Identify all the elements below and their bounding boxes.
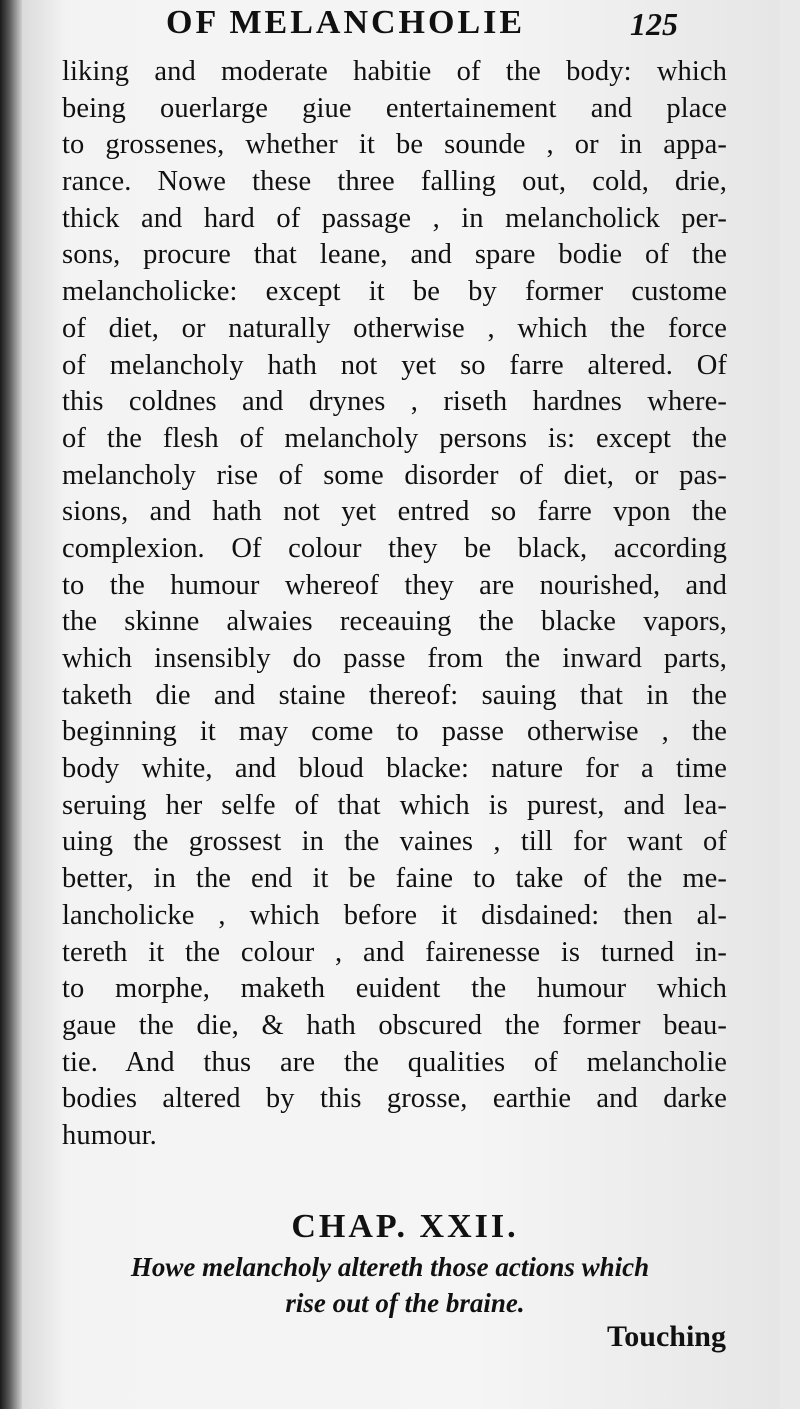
text-line: to the humour whereof they are nourished, and: [62, 569, 727, 601]
chapter-subtitle-line-1: Howe melancholy altereth those actions which: [130, 1252, 650, 1282]
text-line: of melancholy hath not yet so farre altered. Of: [62, 349, 727, 381]
text-line: bodies altered by this grosse, earthie and darke: [62, 1083, 727, 1115]
text-line: of diet, or naturally otherwise , which the force: [62, 312, 727, 344]
page-number: 125: [630, 6, 678, 42]
text-line: the skinne alwaies receauing the blacke vapors,: [62, 606, 727, 638]
text-line: which insensibly do passe from the inward parts,: [62, 643, 727, 674]
text-line: better, in the end it be faine to take of the me-: [62, 863, 727, 895]
text-line: liking and moderate habitie of the body: which: [62, 56, 727, 87]
running-head-title: OF MELANCHOLIE: [166, 4, 526, 41]
text-line: uing the grossest in the vaines , till for want of: [62, 826, 727, 858]
text-line: to morphe, maketh euident the humour which: [62, 973, 727, 1005]
text-line: body white, and bloud blacke: nature for a time: [62, 753, 727, 785]
text-line: to grossenes, whether it be sounde , or in appa-: [62, 129, 727, 161]
body-text: [62, 54, 727, 1155]
running-head: [0, 2, 800, 46]
text-line: lancholicke , which before it disdained: then al-: [62, 899, 727, 931]
text-line: thick and hard of passage , in melancholick per-: [62, 202, 727, 234]
text-line: tereth it the colour , and fairenesse is turned in-: [62, 936, 727, 968]
chapter-heading: CHAP. XXII.: [291, 1208, 519, 1245]
text-line: of the flesh of melancholy persons is: except the: [62, 422, 727, 454]
text-line: beginning it may come to passe otherwise , the: [62, 716, 727, 748]
text-line: this coldnes and drynes , riseth hardnes where-: [62, 386, 727, 418]
book-gutter-shadow: [0, 0, 22, 1409]
catchword: Touching: [607, 1320, 726, 1353]
text-line: melancholicke: except it be by former custome: [62, 276, 727, 308]
text-line: taketh die and staine thereof: sauing that in the: [62, 679, 727, 711]
text-line: being ouerlarge giue entertainement and place: [62, 92, 727, 124]
text-line: sons, procure that leane, and spare bodie of the: [62, 239, 727, 271]
chapter-subtitle-line-2: rise out of the braine.: [285, 1288, 525, 1318]
text-line: seruing her selfe of that which is purest, and lea-: [62, 789, 727, 821]
text-line: gaue the die, & hath obscured the former beau-: [62, 1009, 727, 1041]
text-line: complexion. Of colour they be black, according: [62, 532, 727, 564]
text-line: rance. Nowe these three falling out, cold, drie,: [62, 166, 727, 198]
text-line: melancholy rise of some disorder of diet, or pas-: [62, 459, 727, 491]
text-line: sions, and hath not yet entred so farre vpon the: [62, 496, 727, 528]
text-line: tie. And thus are the qualities of melancholie: [62, 1046, 727, 1078]
text-line: humour.: [62, 1119, 157, 1151]
